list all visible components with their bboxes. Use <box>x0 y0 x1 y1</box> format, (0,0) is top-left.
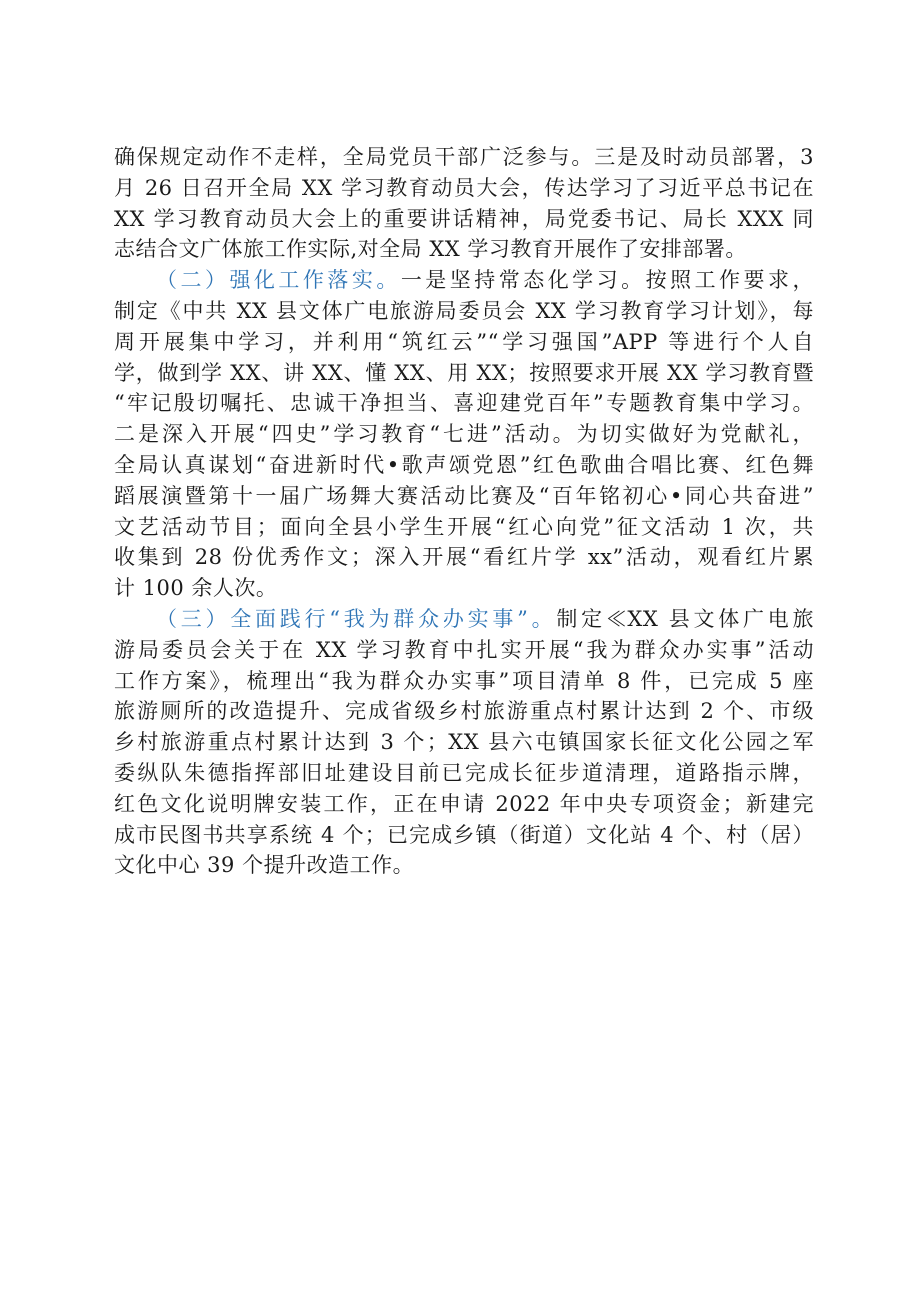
paragraph-line: 蹈展演暨第十一届广场舞大赛活动比赛及“百年铭初心•同心共奋进” <box>114 483 814 508</box>
document-body <box>114 142 814 881</box>
paragraph-line: 游局委员会关于在 XX 学习教育中扎实开展“我为群众办实事”活动 <box>114 637 814 662</box>
paragraph-line: 文艺活动节目；面向全县小学生开展“红心向党”征文活动 1 次，共 <box>114 514 814 539</box>
paragraph-line: 二是深入开展“四史”学习教育“七进”活动。为切实做好为党献礼， <box>114 422 814 447</box>
paragraph-line: 周开展集中学习，并利用“筑红云”“学习强国”APP 等进行个人自 <box>114 329 814 354</box>
paragraph-line: 计 100 余人次。 <box>114 576 278 601</box>
paragraph-line: 成市民图书共享系统 4 个；已完成乡镇（街道）文化站 4 个、村（居） <box>114 822 814 847</box>
paragraph-2 <box>114 265 814 604</box>
section-heading: （三）全面践行“我为群众办实事”。 <box>156 606 557 631</box>
paragraph-line: XX 学习教育动员大会上的重要讲话精神，局党委书记、局长 XXX 同 <box>114 206 814 231</box>
section-heading: （二）强化工作落实。 <box>156 268 401 293</box>
paragraph-first-line <box>114 604 814 635</box>
paragraph-line: 全局认真谋划“奋进新时代•歌声颂党恩”红色歌曲合唱比赛、红色舞 <box>114 452 814 477</box>
paragraph-line: 旅游厕所的改造提升、完成省级乡村旅游重点村累计达到 2 个、市级 <box>114 699 814 724</box>
paragraph-text: 制定≪XX 县文体广电旅 <box>556 606 814 631</box>
paragraph-line: 确保规定动作不走样，全局党员干部广泛参与。三是及时动员部署，3 <box>114 145 814 169</box>
paragraph-line: 志结合文广体旅工作实际,对全局 XX 学习教育开展作了安排部署。 <box>114 237 747 262</box>
paragraph-line: 乡村旅游重点村累计达到 3 个；XX 县六屯镇国家长征文化公园之军 <box>114 730 814 755</box>
paragraph-line: 月 26 日召开全局 XX 学习教育动员大会，传达学习了习近平总书记在 <box>114 175 814 200</box>
paragraph-line: 学，做到学 XX、讲 XX、懂 XX、用 XX；按照要求开展 XX 学习教育暨 <box>114 360 814 385</box>
paragraph-line: 红色文化说明牌安装工作，正在申请 2022 年中央专项资金；新建完 <box>114 791 814 816</box>
paragraph-first-line <box>114 265 814 296</box>
paragraph-text: 一是坚持常态化学习。按照工作要求， <box>400 268 815 293</box>
paragraph-line: 委纵队朱德指挥部旧址建设目前已完成长征步道清理，道路指示牌， <box>114 760 814 785</box>
paragraph-3 <box>114 604 814 881</box>
paragraph-line: 制定《中共 XX 县文体广电旅游局委员会 XX 学习教育学习计划》，每 <box>114 298 814 323</box>
paragraph-1 <box>114 142 814 265</box>
paragraph-line: 工作方案》，梳理出“我为群众办实事”项目清单 8 件，已完成 5 座 <box>114 668 814 693</box>
paragraph-line: “牢记殷切嘱托、忠诚干净担当、喜迎建党百年”专题教育集中学习。 <box>114 391 814 416</box>
paragraph-line: 文化中心 39 个提升改造工作。 <box>114 853 415 878</box>
paragraph-line: 收集到 28 份优秀作文；深入开展“看红片学 xx”活动，观看红片累 <box>114 545 814 570</box>
